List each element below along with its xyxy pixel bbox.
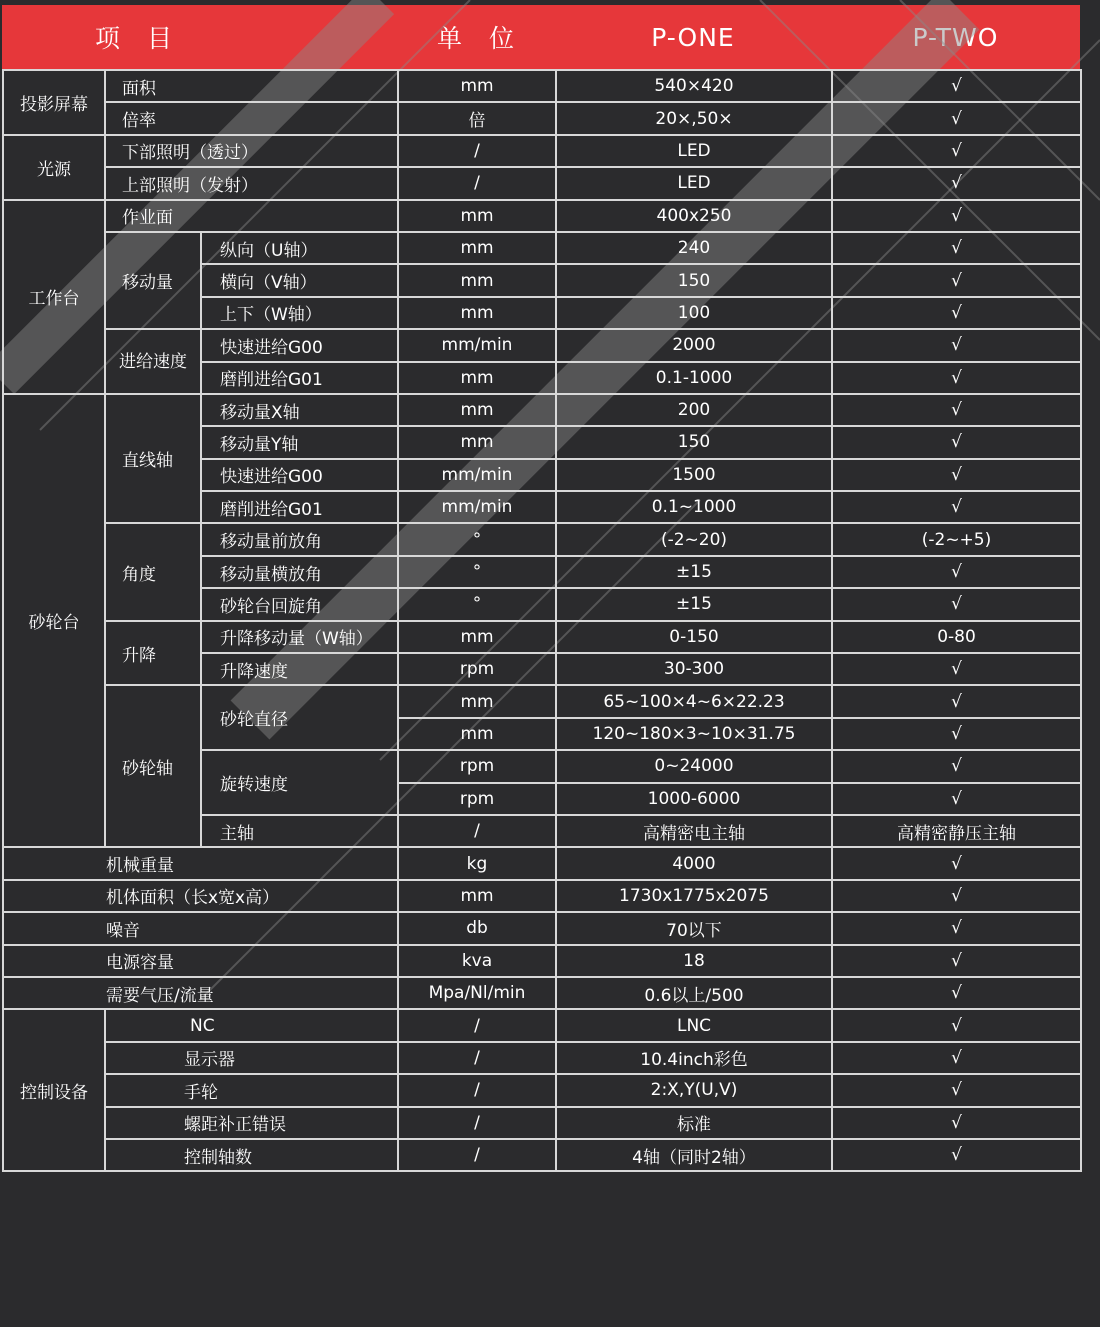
unit-cell: mm — [398, 685, 556, 717]
unit-cell: / — [398, 815, 556, 847]
item-label: 上下（W轴） — [201, 297, 398, 329]
p-one-cell: (-2~20) — [556, 523, 832, 555]
subgroup-label: 砂轮轴 — [105, 685, 201, 847]
header-item: 项 目 — [95, 24, 174, 53]
unit-cell: / — [398, 135, 556, 167]
table-row — [3, 1074, 1081, 1106]
unit-cell: / — [398, 1074, 556, 1106]
p-two-cell: √ — [832, 718, 1081, 750]
p-two-cell: √ — [832, 1107, 1081, 1139]
p-two-cell: √ — [832, 588, 1081, 620]
table-header — [2, 5, 1080, 69]
unit-cell: db — [398, 912, 556, 944]
p-one-cell: 20×,50× — [556, 102, 832, 134]
item-label: 上部照明（发射） — [105, 167, 398, 199]
item-label: 升降速度 — [201, 653, 398, 685]
p-two-cell: √ — [832, 912, 1081, 944]
item-label: 下部照明（透过） — [105, 135, 398, 167]
p-two-cell: √ — [832, 945, 1081, 977]
p-two-cell: 0-80 — [832, 621, 1081, 653]
table-row — [3, 70, 1081, 102]
p-one-cell: 标准 — [556, 1107, 832, 1139]
p-one-cell: 4000 — [556, 847, 832, 879]
unit-cell: ° — [398, 556, 556, 588]
p-two-cell: √ — [832, 1139, 1081, 1171]
item-label: 面积 — [105, 70, 398, 102]
p-one-cell: ±15 — [556, 588, 832, 620]
p-one-cell: 1000-6000 — [556, 783, 832, 815]
p-two-cell: √ — [832, 1042, 1081, 1074]
unit-cell: kva — [398, 945, 556, 977]
unit-cell: mm — [398, 718, 556, 750]
unit-cell: / — [398, 1009, 556, 1041]
header-p-one: P-ONE — [651, 22, 735, 52]
p-two-cell: (-2~+5) — [832, 523, 1081, 555]
p-two-cell: √ — [832, 362, 1081, 394]
item-label: 移动量Y轴 — [201, 426, 398, 458]
unit-cell: 倍 — [398, 102, 556, 134]
p-two-cell: √ — [832, 653, 1081, 685]
p-one-cell: LED — [556, 135, 832, 167]
item-label: 噪音 — [3, 912, 398, 944]
item-label: 移动量横放角 — [201, 556, 398, 588]
p-two-cell: √ — [832, 426, 1081, 458]
unit-cell: mm — [398, 297, 556, 329]
table-row — [3, 167, 1081, 199]
item-label: 机体面积（长x宽x高） — [3, 880, 398, 912]
table-row — [3, 847, 1081, 879]
group-label: 砂轮台 — [3, 394, 105, 847]
unit-cell: kg — [398, 847, 556, 879]
subgroup-label: 升降 — [105, 621, 201, 686]
item-label: 横向（V轴） — [201, 264, 398, 296]
p-one-cell: 0.6以上/500 — [556, 977, 832, 1009]
unit-cell: mm — [398, 362, 556, 394]
p-two-cell: √ — [832, 491, 1081, 523]
item-label: 砂轮直径 — [201, 685, 398, 750]
unit-cell: rpm — [398, 750, 556, 782]
unit-cell: ° — [398, 523, 556, 555]
item-label: 移动量前放角 — [201, 523, 398, 555]
item-label: 磨削进给G01 — [201, 362, 398, 394]
p-two-cell: √ — [832, 783, 1081, 815]
p-one-cell: 540×420 — [556, 70, 832, 102]
group-label: 投影屏幕 — [3, 70, 105, 135]
unit-cell: mm — [398, 70, 556, 102]
p-two-cell: √ — [832, 847, 1081, 879]
item-label: 砂轮台回旋角 — [201, 588, 398, 620]
p-two-cell: 高精密静压主轴 — [832, 815, 1081, 847]
table-row — [3, 102, 1081, 134]
p-two-cell: √ — [832, 1074, 1081, 1106]
p-one-cell: 2000 — [556, 329, 832, 361]
p-two-cell: √ — [832, 102, 1081, 134]
p-two-cell: √ — [832, 394, 1081, 426]
table-row — [3, 1139, 1081, 1171]
table-row — [3, 232, 1081, 264]
unit-cell: / — [398, 1107, 556, 1139]
header-unit: 单 位 — [436, 24, 515, 53]
table-row — [3, 977, 1081, 1009]
subgroup-label: 移动量 — [105, 232, 201, 329]
p-two-cell: √ — [832, 232, 1081, 264]
item-label: 显示器 — [105, 1042, 398, 1074]
p-one-cell: 100 — [556, 297, 832, 329]
p-one-cell: ±15 — [556, 556, 832, 588]
p-two-cell: √ — [832, 977, 1081, 1009]
p-one-cell: 1730x1775x2075 — [556, 880, 832, 912]
item-label: 快速进给G00 — [201, 329, 398, 361]
table-row — [3, 135, 1081, 167]
p-two-cell: √ — [832, 459, 1081, 491]
unit-cell: mm — [398, 264, 556, 296]
unit-cell: Mpa/Nl/min — [398, 977, 556, 1009]
p-one-cell: 4轴（同时2轴） — [556, 1139, 832, 1171]
p-two-cell: √ — [832, 329, 1081, 361]
unit-cell: mm — [398, 880, 556, 912]
unit-cell: / — [398, 1042, 556, 1074]
p-one-cell: 0.1-1000 — [556, 362, 832, 394]
p-two-cell: √ — [832, 685, 1081, 717]
p-two-cell: √ — [832, 167, 1081, 199]
p-one-cell: 0.1~1000 — [556, 491, 832, 523]
unit-cell: mm/min — [398, 459, 556, 491]
table-row — [3, 685, 1081, 717]
p-two-cell: √ — [832, 200, 1081, 232]
item-label: 手轮 — [105, 1074, 398, 1106]
p-one-cell: 400x250 — [556, 200, 832, 232]
table-row — [3, 945, 1081, 977]
subgroup-label: 直线轴 — [105, 394, 201, 524]
spec-table-container — [2, 5, 1080, 1172]
item-label: 螺距补正错误 — [105, 1107, 398, 1139]
p-two-cell: √ — [832, 264, 1081, 296]
unit-cell: mm — [398, 621, 556, 653]
unit-cell: rpm — [398, 783, 556, 815]
p-one-cell: LNC — [556, 1009, 832, 1041]
p-two-cell: √ — [832, 880, 1081, 912]
p-two-cell: √ — [832, 297, 1081, 329]
unit-cell: / — [398, 167, 556, 199]
p-one-cell: 120~180×3~10×31.75 — [556, 718, 832, 750]
item-label: 移动量X轴 — [201, 394, 398, 426]
unit-cell: ° — [398, 588, 556, 620]
item-label: 主轴 — [201, 815, 398, 847]
p-one-cell: 200 — [556, 394, 832, 426]
p-one-cell: 0-150 — [556, 621, 832, 653]
p-one-cell: 240 — [556, 232, 832, 264]
group-label: 控制设备 — [3, 1009, 105, 1171]
item-label: 电源容量 — [3, 945, 398, 977]
subgroup-label: 进给速度 — [105, 329, 201, 394]
group-label: 光源 — [3, 135, 105, 200]
table-row — [3, 200, 1081, 232]
header-p-two: P-TWO — [912, 22, 999, 52]
item-label: 作业面 — [105, 200, 398, 232]
p-one-cell: 高精密电主轴 — [556, 815, 832, 847]
unit-cell: mm — [398, 232, 556, 264]
table-row — [3, 523, 1081, 555]
p-one-cell: 2:X,Y(U,V) — [556, 1074, 832, 1106]
unit-cell: mm — [398, 394, 556, 426]
p-two-cell: √ — [832, 1009, 1081, 1041]
table-row — [3, 621, 1081, 653]
table-row — [3, 1107, 1081, 1139]
item-label: 旋转速度 — [201, 750, 398, 815]
unit-cell: mm/min — [398, 329, 556, 361]
spec-table — [2, 69, 1082, 1172]
p-one-cell: 0~24000 — [556, 750, 832, 782]
p-two-cell: √ — [832, 70, 1081, 102]
p-one-cell: 18 — [556, 945, 832, 977]
item-label: 需要气压/流量 — [3, 977, 398, 1009]
item-label: 快速进给G00 — [201, 459, 398, 491]
table-row — [3, 394, 1081, 426]
group-label: 工作台 — [3, 200, 105, 394]
item-label: 倍率 — [105, 102, 398, 134]
table-row — [3, 912, 1081, 944]
table-row — [3, 1042, 1081, 1074]
unit-cell: mm — [398, 200, 556, 232]
table-row — [3, 329, 1081, 361]
p-one-cell: 65~100×4~6×22.23 — [556, 685, 832, 717]
unit-cell: / — [398, 1139, 556, 1171]
unit-cell: rpm — [398, 653, 556, 685]
item-label: 磨削进给G01 — [201, 491, 398, 523]
unit-cell: mm/min — [398, 491, 556, 523]
p-two-cell: √ — [832, 556, 1081, 588]
p-one-cell: 150 — [556, 426, 832, 458]
p-one-cell: 150 — [556, 264, 832, 296]
item-label: NC — [105, 1009, 398, 1041]
item-label: 升降移动量（W轴） — [201, 621, 398, 653]
item-label: 纵向（U轴） — [201, 232, 398, 264]
p-one-cell: 10.4inch彩色 — [556, 1042, 832, 1074]
subgroup-label: 角度 — [105, 523, 201, 620]
p-one-cell: LED — [556, 167, 832, 199]
p-two-cell: √ — [832, 135, 1081, 167]
p-one-cell: 1500 — [556, 459, 832, 491]
p-one-cell: 70以下 — [556, 912, 832, 944]
p-one-cell: 30-300 — [556, 653, 832, 685]
p-two-cell: √ — [832, 750, 1081, 782]
table-row — [3, 1009, 1081, 1041]
item-label: 机械重量 — [3, 847, 398, 879]
table-row — [3, 880, 1081, 912]
unit-cell: mm — [398, 426, 556, 458]
item-label: 控制轴数 — [105, 1139, 398, 1171]
